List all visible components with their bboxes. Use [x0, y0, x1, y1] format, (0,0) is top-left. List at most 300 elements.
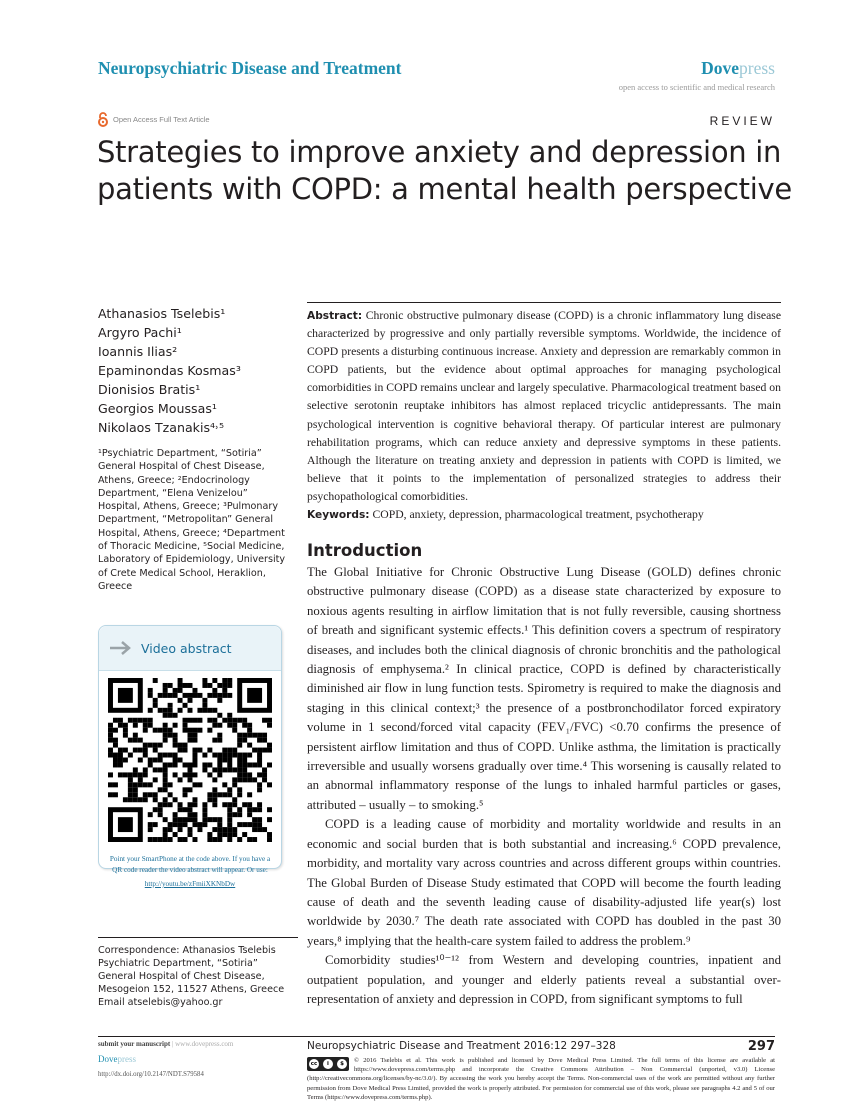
qr-finder — [247, 688, 262, 703]
qr-module — [212, 777, 217, 782]
qr-module — [192, 733, 197, 738]
qr-module — [173, 738, 178, 743]
qr-module — [168, 792, 173, 797]
qr-module — [267, 832, 272, 837]
publisher-logo-a: Dove — [701, 58, 740, 78]
doi-link[interactable]: http://dx.doi.org/10.2147/NDT.S79584 — [98, 1071, 204, 1078]
qr-module — [242, 718, 247, 723]
page-number: 297 — [747, 1039, 775, 1054]
qr-module — [207, 708, 212, 713]
qr-module — [123, 748, 128, 753]
qr-module — [173, 797, 178, 802]
qr-module — [133, 797, 138, 802]
qr-module — [113, 753, 118, 758]
qr-module — [237, 753, 242, 758]
qr-module — [133, 772, 138, 777]
qr-module — [257, 827, 262, 832]
qr-module — [173, 772, 178, 777]
qr-module — [138, 748, 143, 753]
qr-module — [237, 738, 242, 743]
author: Nikolaos Tzanakis⁴˒⁵ — [98, 420, 224, 435]
qr-module — [192, 782, 197, 787]
qr-module — [237, 767, 242, 772]
qr-module — [247, 743, 252, 748]
video-link[interactable]: http://youtu.be/zFmiiXKNbDw — [144, 880, 236, 888]
qr-module — [232, 767, 237, 772]
qr-module — [183, 792, 188, 797]
qr-module — [247, 822, 252, 827]
qr-module — [232, 802, 237, 807]
qr-module — [227, 713, 232, 718]
qr-module — [227, 822, 232, 827]
qr-module — [217, 837, 222, 842]
qr-module — [153, 767, 158, 772]
qr-module — [163, 787, 168, 792]
qr-module — [217, 698, 222, 703]
qr-module — [257, 772, 262, 777]
qr-module — [158, 728, 163, 733]
qr-module — [247, 723, 252, 728]
qr-module — [188, 708, 193, 713]
qr-module — [128, 738, 133, 743]
qr-module — [183, 837, 188, 842]
qr-module — [188, 698, 193, 703]
qr-module — [123, 797, 128, 802]
qr-module — [188, 802, 193, 807]
qr-module — [252, 777, 257, 782]
qr-module — [168, 708, 173, 713]
qr-module — [212, 723, 217, 728]
qr-module — [247, 762, 252, 767]
qr-module — [158, 802, 163, 807]
footer-publisher-logo[interactable] — [98, 1054, 136, 1064]
qr-module — [232, 777, 237, 782]
qr-module — [178, 688, 183, 693]
qr-module — [148, 723, 153, 728]
qr-module — [192, 688, 197, 693]
qr-module — [237, 792, 242, 797]
qr-module — [153, 703, 158, 708]
qr-code[interactable] — [108, 678, 272, 842]
qr-module — [217, 738, 222, 743]
qr-module — [227, 832, 232, 837]
qr-module — [158, 753, 163, 758]
qr-module — [202, 807, 207, 812]
paragraph: COPD is a leading cause of morbidity and mortality worldwide and results in an economic and social burden that is both substantial and increasing.⁶ COPD prevalence, morbidity, and mortality vary across countries and across different groups within countries. The Global Burden of Disease Study estimated that COPD will become the fourth leading cause of death and the seventh leading cause of disability-adjusted life year(s) lost worldwide by 2030.⁷ The death rate associated with COPD has doubled in the past 30 years,⁸ implying that the health-care system failed to address the problem.⁹ — [307, 817, 781, 948]
footer-logo-a: Dove — [98, 1054, 118, 1064]
qr-module — [178, 837, 183, 842]
qr-module — [153, 797, 158, 802]
qr-module — [212, 693, 217, 698]
cc-icon: cc — [310, 1061, 318, 1067]
qr-module — [188, 728, 193, 733]
qr-module — [168, 782, 173, 787]
qr-module — [153, 728, 158, 733]
qr-module — [262, 733, 267, 738]
qr-module — [242, 762, 247, 767]
qr-module — [227, 812, 232, 817]
qr-module — [207, 693, 212, 698]
author: Athanasios Tselebis¹ — [98, 306, 226, 321]
qr-module — [232, 827, 237, 832]
qr-module — [183, 703, 188, 708]
qr-module — [237, 718, 242, 723]
qr-module — [108, 792, 113, 797]
qr-module — [108, 723, 113, 728]
qr-finder — [118, 817, 133, 832]
qr-module — [188, 777, 193, 782]
qr-finder — [118, 688, 133, 703]
qr-module — [217, 822, 222, 827]
video-abstract-box[interactable] — [98, 625, 282, 888]
qr-module — [163, 772, 168, 777]
qr-module — [163, 728, 168, 733]
qr-module — [222, 782, 227, 787]
qr-module — [227, 827, 232, 832]
qr-module — [133, 792, 138, 797]
by-icon: i — [323, 1059, 333, 1069]
qr-module — [207, 792, 212, 797]
qr-module — [188, 787, 193, 792]
qr-module — [252, 837, 257, 842]
qr-module — [252, 822, 257, 827]
qr-module — [168, 728, 173, 733]
qr-module — [143, 797, 148, 802]
qr-module — [148, 718, 153, 723]
qr-module — [237, 777, 242, 782]
qr-module — [237, 758, 242, 763]
abstract-text: Chronic obstructive pulmonary disease (COPD) is a chronic inflammatory lung disease characterized by progressive and only partially reversible symptoms. Worldwide, the incidence of COPD presents a disturbing continuous increase. Anxiety and depression are remarkably common in COPD patients, but the evidence about optimal approaches for managing psychological comorbidities in COPD remains unclear and largely speculative. Pharmacological treatment based on selective serotonin reuptake inhibitors has almost replaced tricyclic antidepressants. The main psychological intervention is cognitive behavioral therapy. Of particular interest are pulmonary rehabilitation programs, which can reduce anxiety and depressive symptoms in these patients. Although the literature on treating anxiety and depression in patients with COPD is limited, we believe that it points to the implementation of personalized strategies to address their psychopathological comorbidities. — [307, 309, 782, 503]
qr-module — [163, 767, 168, 772]
qr-module — [212, 718, 217, 723]
qr-module — [153, 777, 158, 782]
qr-module — [222, 802, 227, 807]
author: Dionisios Bratis¹ — [98, 382, 201, 397]
article-type: REVIEW — [709, 114, 775, 128]
qr-module — [188, 807, 193, 812]
qr-module — [212, 708, 217, 713]
qr-module — [227, 762, 232, 767]
qr-module — [113, 762, 118, 767]
submit-label[interactable]: submit your manuscript — [98, 1040, 171, 1048]
qr-module — [168, 802, 173, 807]
qr-module — [163, 693, 168, 698]
qr-module — [252, 748, 257, 753]
video-abstract-header[interactable] — [99, 626, 281, 671]
qr-module — [222, 683, 227, 688]
qr-module — [202, 767, 207, 772]
footer-divider — [98, 1036, 775, 1037]
qr-module — [242, 767, 247, 772]
qr-module — [158, 837, 163, 842]
qr-module — [262, 772, 267, 777]
qr-module — [188, 772, 193, 777]
qr-module — [217, 723, 222, 728]
qr-module — [138, 758, 143, 763]
qr-module — [178, 827, 183, 832]
qr-module — [148, 688, 153, 693]
qr-module — [158, 767, 163, 772]
qr-module — [202, 812, 207, 817]
qr-module — [173, 822, 178, 827]
qr-module — [267, 762, 272, 767]
qr-module — [183, 807, 188, 812]
qr-module — [232, 753, 237, 758]
author: Epaminondas Kosmas³ — [98, 363, 241, 378]
qr-module — [133, 733, 138, 738]
qr-module — [237, 822, 242, 827]
qr-module — [257, 738, 262, 743]
qr-module — [222, 753, 227, 758]
author-list — [98, 304, 241, 437]
qr-module — [262, 738, 267, 743]
qr-module — [178, 802, 183, 807]
cc-license-badge[interactable] — [307, 1057, 349, 1071]
qr-module — [123, 772, 128, 777]
qr-module — [178, 678, 183, 683]
qr-module — [128, 797, 133, 802]
qr-module — [163, 713, 168, 718]
qr-module — [178, 748, 183, 753]
qr-module — [212, 817, 217, 822]
qr-module — [237, 762, 242, 767]
qr-module — [227, 693, 232, 698]
qr-module — [188, 812, 193, 817]
qr-module — [183, 728, 188, 733]
qr-module — [183, 822, 188, 827]
nc-icon: $ — [337, 1059, 347, 1069]
qr-module — [158, 812, 163, 817]
qr-module — [237, 743, 242, 748]
correspondence-email[interactable]: Email atselebis@yahoo.gr — [98, 997, 223, 1008]
qr-module — [123, 728, 128, 733]
journal-name[interactable]: Neuropsychiatric Disease and Treatment — [98, 58, 402, 78]
qr-module — [202, 762, 207, 767]
qr-module — [212, 837, 217, 842]
qr-module — [217, 817, 222, 822]
author: Ioannis Ilias² — [98, 344, 178, 359]
qr-module — [173, 753, 178, 758]
qr-module — [217, 683, 222, 688]
submit-manuscript[interactable] — [98, 1040, 233, 1048]
qr-module — [183, 743, 188, 748]
qr-module — [267, 748, 272, 753]
qr-module — [242, 802, 247, 807]
qr-module — [163, 753, 168, 758]
qr-module — [153, 678, 158, 683]
qr-module — [212, 678, 217, 683]
license-block — [307, 1056, 775, 1102]
qr-module — [217, 693, 222, 698]
qr-module — [148, 812, 153, 817]
qr-module — [267, 837, 272, 842]
publisher-tagline: open access to scientific and medical research — [618, 82, 775, 92]
qr-module — [257, 802, 262, 807]
qr-module — [183, 787, 188, 792]
qr-module — [192, 758, 197, 763]
qr-module — [163, 832, 168, 837]
qr-module — [108, 728, 113, 733]
open-access-badge — [98, 112, 210, 127]
qr-module — [217, 713, 222, 718]
qr-module — [163, 802, 168, 807]
qr-module — [222, 693, 227, 698]
qr-module — [212, 753, 217, 758]
qr-module — [123, 733, 128, 738]
qr-module — [153, 792, 158, 797]
qr-module — [168, 762, 173, 767]
qr-module — [188, 683, 193, 688]
qr-module — [252, 817, 257, 822]
open-access-lock-icon — [98, 112, 108, 127]
qr-module — [247, 802, 252, 807]
qr-module — [232, 748, 237, 753]
qr-module — [267, 782, 272, 787]
qr-module — [163, 782, 168, 787]
correspondence-line: Correspondence: Athanasios Tselebis — [98, 945, 276, 956]
qr-module — [173, 688, 178, 693]
qr-module — [227, 683, 232, 688]
qr-module — [207, 772, 212, 777]
qr-module — [168, 693, 173, 698]
qr-module — [173, 723, 178, 728]
qr-module — [163, 688, 168, 693]
qr-module — [183, 683, 188, 688]
qr-module — [202, 703, 207, 708]
qr-module — [133, 748, 138, 753]
qr-module — [153, 743, 158, 748]
qr-module — [148, 837, 153, 842]
qr-module — [192, 753, 197, 758]
qr-module — [222, 832, 227, 837]
qr-module — [163, 777, 168, 782]
qr-module — [133, 738, 138, 743]
qr-module — [192, 738, 197, 743]
qr-module — [158, 807, 163, 812]
qr-module — [207, 832, 212, 837]
qr-module — [128, 753, 133, 758]
qr-module — [237, 837, 242, 842]
keywords: COPD, anxiety, depression, pharmacological treatment, psychotherapy — [372, 508, 704, 522]
paragraph: The Global Initiative for Chronic Obstructive Lung Disease (GOLD) defines chronic obstructive pulmonary disease (COPD) as a disease state characterized by exposure to noxious agents resulting in airflow limitation that is not fully reversible, causing shortness of breath and significant systemic effects.¹ This definition covers a spectrum of respiratory diseases, and includes both the clinical diagnosis of chronic bronchitis and the pathological diagnosis of emphysema.² In clinical practice, COPD is defined by characteristically diminished air flow in lung function tests. Spirometry is required to make the diagnosis and staging in this clinical context;³ the presence of a postbronchodilator forced expiratory volume in 1 second/forced vital capacity (FEV₁/FVC) <0.70 confirms the presence of persistent airflow limitation and thus of COPD. Unlike asthma, the limitation is practically irreversible and usually worsens gradually over time.⁴ This worsening is causally related to an abnormal inflammatory response of the lungs to inhaled harmful particles or gases, attributed – usually – to smoking.⁵ — [307, 565, 781, 812]
qr-module — [207, 797, 212, 802]
qr-module — [217, 758, 222, 763]
qr-module — [192, 837, 197, 842]
qr-module — [237, 812, 242, 817]
qr-module — [252, 827, 257, 832]
qr-module — [222, 767, 227, 772]
qr-module — [217, 772, 222, 777]
qr-module — [138, 738, 143, 743]
qr-module — [192, 802, 197, 807]
qr-module — [257, 762, 262, 767]
qr-module — [108, 782, 113, 787]
qr-module — [158, 743, 163, 748]
qr-module — [242, 738, 247, 743]
qr-module — [267, 723, 272, 728]
qr-module — [143, 743, 148, 748]
qr-module — [217, 762, 222, 767]
submit-url[interactable]: | www.dovepress.com — [171, 1040, 234, 1048]
qr-module — [227, 787, 232, 792]
qr-module — [113, 792, 118, 797]
qr-module — [163, 827, 168, 832]
qr-module — [178, 777, 183, 782]
publisher-logo-b: press — [739, 58, 775, 78]
qr-module — [242, 832, 247, 837]
qr-module — [168, 837, 173, 842]
qr-module — [143, 772, 148, 777]
qr-module — [252, 733, 257, 738]
qr-module — [173, 758, 178, 763]
qr-module — [173, 693, 178, 698]
qr-module — [163, 797, 168, 802]
qr-module — [118, 758, 123, 763]
affiliations: ¹Psychiatric Department, “Sotiria” General Hospital of Chest Disease, Athens, Greece; ²Endocrinology Department, “Elena Venizelou” Hospital, Athens, Greece; ³Pulmonary Department, “Metropolitan” General Hospital, Athens, Greece; ⁴Department of Thoracic Medicine, ⁵Social Medicine, Laboratory of Epidemiology, University of Crete Medical School, Heraklion, Greece — [98, 448, 286, 592]
qr-module — [227, 792, 232, 797]
qr-module — [113, 738, 118, 743]
qr-module — [232, 728, 237, 733]
qr-module — [173, 817, 178, 822]
qr-module — [148, 782, 153, 787]
qr-module — [232, 812, 237, 817]
qr-module — [108, 748, 113, 753]
qr-module — [227, 753, 232, 758]
qr-module — [192, 772, 197, 777]
qr-module — [118, 723, 123, 728]
qr-module — [267, 718, 272, 723]
qr-module — [192, 812, 197, 817]
qr-module — [257, 822, 262, 827]
qr-module — [262, 767, 267, 772]
qr-module — [143, 782, 148, 787]
qr-module — [192, 762, 197, 767]
section-heading: Introduction — [307, 541, 423, 560]
qr-module — [192, 718, 197, 723]
qr-module — [222, 792, 227, 797]
qr-module — [148, 792, 153, 797]
publisher-logo[interactable] — [701, 58, 775, 79]
qr-module — [183, 817, 188, 822]
qr-module — [222, 688, 227, 693]
qr-module — [173, 743, 178, 748]
qr-module — [108, 738, 113, 743]
qr-module — [133, 787, 138, 792]
qr-module — [143, 728, 148, 733]
qr-module — [138, 782, 143, 787]
qr-module — [247, 792, 252, 797]
qr-module — [153, 748, 158, 753]
qr-module — [222, 678, 227, 683]
qr-module — [138, 718, 143, 723]
qr-module — [113, 743, 118, 748]
qr-module — [247, 753, 252, 758]
qr-module — [183, 693, 188, 698]
qr-module — [143, 723, 148, 728]
article-title: Strategies to improve anxiety and depression in patients with COPD: a mental health perspective — [97, 135, 792, 206]
qr-module — [212, 767, 217, 772]
qr-module — [143, 767, 148, 772]
qr-module — [108, 753, 113, 758]
qr-module — [188, 767, 193, 772]
qr-module — [168, 683, 173, 688]
qr-module — [173, 762, 178, 767]
qr-module — [192, 817, 197, 822]
qr-module — [178, 817, 183, 822]
qr-module — [128, 782, 133, 787]
qr-module — [202, 817, 207, 822]
qr-module — [128, 777, 133, 782]
